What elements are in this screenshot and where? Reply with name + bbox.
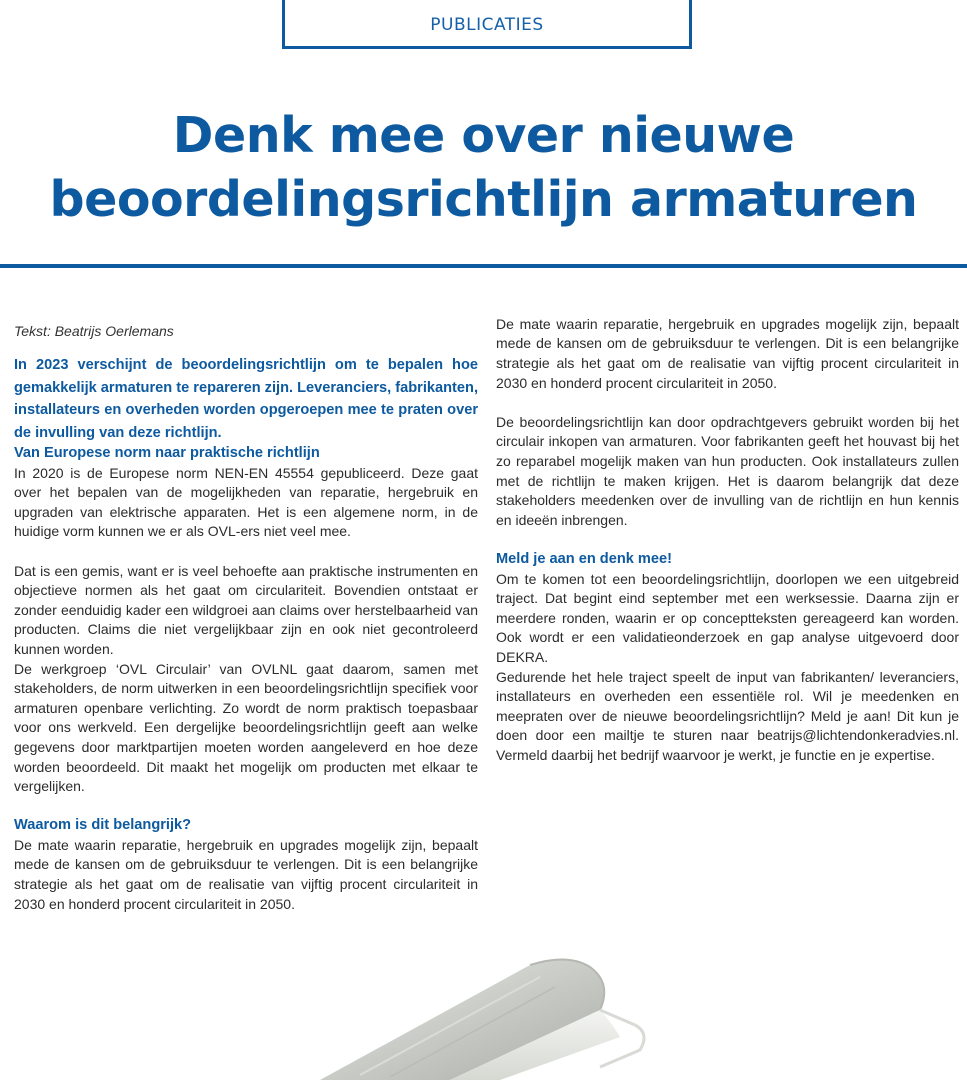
section-heading-signup: Meld je aan en denk mee! xyxy=(496,550,672,567)
body-paragraph: Om te komen tot een beoordelingsrichtlijn, doorlopen we een uitgebreid traject. Dat begint eind september met een werksessie. Daarna zijn er meerdere ronden, waarin er op conceptteksten gereageerd kan worden. Ook wordt er een validatieonderzoek en gap analyse uitgevoerd door DEKRA. xyxy=(496,570,959,665)
byline: Tekst: Beatrijs Oerlemans xyxy=(14,323,174,339)
continued-text: De mate waarin reparatie, hergebruik en upgrades mogelijk zijn, bepaalt mede de kansen om de gebruiksduur te verlengen. Dit is een belangrijke strategie als het gaat om de realisatie van vijftig procent circulariteit in 2030 en honderd procent circulariteit in 2050. xyxy=(496,315,959,391)
body-paragraph: De beoordelingsrichtlijn kan door opdrachtgevers gebruikt worden bij het circulair inkopen van armaturen. Voor fabrikanten geeft het houvast bij het zo reparabel mogelijk maken van hun producten. Ook installateurs zullen met de richtlijn te maken krijgen. Het is daarom belangrijk dat deze stakeholders meedenken over de invulling van de richtlijn en hun kennis en ideeën inbrengen. xyxy=(496,413,959,528)
body-paragraph: De mate waarin reparatie, hergebruik en upgrades mogelijk zijn, bepaalt mede de kansen om de gebruiksduur te verlengen. Dit is een belangrijke strategie als het gaat om de realisatie van vijftig procent circulariteit in 2030 en honderd procent circulariteit in 2050. xyxy=(14,836,478,912)
body-paragraph: In 2020 is de Europese norm NEN-EN 45554 gepubliceerd. Deze gaat over het bepalen van de mogelijkheden van reparatie, hergebruik en upgraden van elektrische apparaten. Het is een algemene norm, in de huidige vorm kunnen we er als OVL-ers niet veel mee. xyxy=(14,464,478,540)
section-heading-importance: Waarom is dit belangrijk? xyxy=(14,817,192,834)
article-column-left xyxy=(14,354,478,912)
section-label-tab xyxy=(282,0,692,49)
lead-paragraph: In 2023 verschijnt de beoordelingsrichtlijn om te bepalen hoe gemakkelijk armaturen te repareren zijn. Leveranciers, fabrikanten, installateurs en overheden worden opgeroepen mee te praten over de invulling van deze richtlijn. xyxy=(14,357,478,441)
title-divider xyxy=(0,264,967,268)
section-label: PUBLICATIES xyxy=(430,15,544,35)
article-title: Denk mee over nieuwe beoordelingsrichtlijn armaturen xyxy=(49,107,918,228)
body-paragraph-continued xyxy=(496,315,959,413)
body-paragraph: Dat is een gemis, want er is veel behoefte aan praktische instrumenten en objectieve normen als het gaat om circulariteit. Bovendien ontstaat er zonder eenduidig kader een wildgroei aan claims over herstelbaarheid van producten. Claims die niet vergelijkbaar zijn en ook niet gecontroleerd kunnen worden. xyxy=(14,562,478,657)
section-heading-norm: Van Europese norm naar praktische richtlijn xyxy=(14,445,320,461)
body-paragraph: Gedurende het hele traject speelt de input van fabrikanten/ leveranciers, installateurs en overheden een essentiële rol. Wil je meedenken en meepraten over de nieuwe beoordelingsrichtlijn? Meld je aan! Dit kun je doen door een mailtje te sturen naar beatrijs@lichtendonkeradvies.nl. Vermeld daarbij het bedrijf waarvoor je werkt, je functie en je expertise. xyxy=(496,668,959,763)
luminaire-product-image xyxy=(300,955,680,1080)
article-column-right xyxy=(496,315,959,765)
body-paragraph: De werkgroep ‘OVL Circulair’ van OVLNL gaat daarom, samen met stakeholders, de norm uitwerken in een beoordelingsrichtlijn specifiek voor armaturen openbare verlichting. Zo wordt de norm praktisch toepasbaar voor ons werkveld. Een dergelijke beoordelingsrichtlijn geeft aan welke gegevens door marktpartijen moeten worden aangeleverd en hoe deze worden beoordeeld. Dit maakt het mogelijk om producten met elkaar te vergelijken. xyxy=(14,660,478,795)
